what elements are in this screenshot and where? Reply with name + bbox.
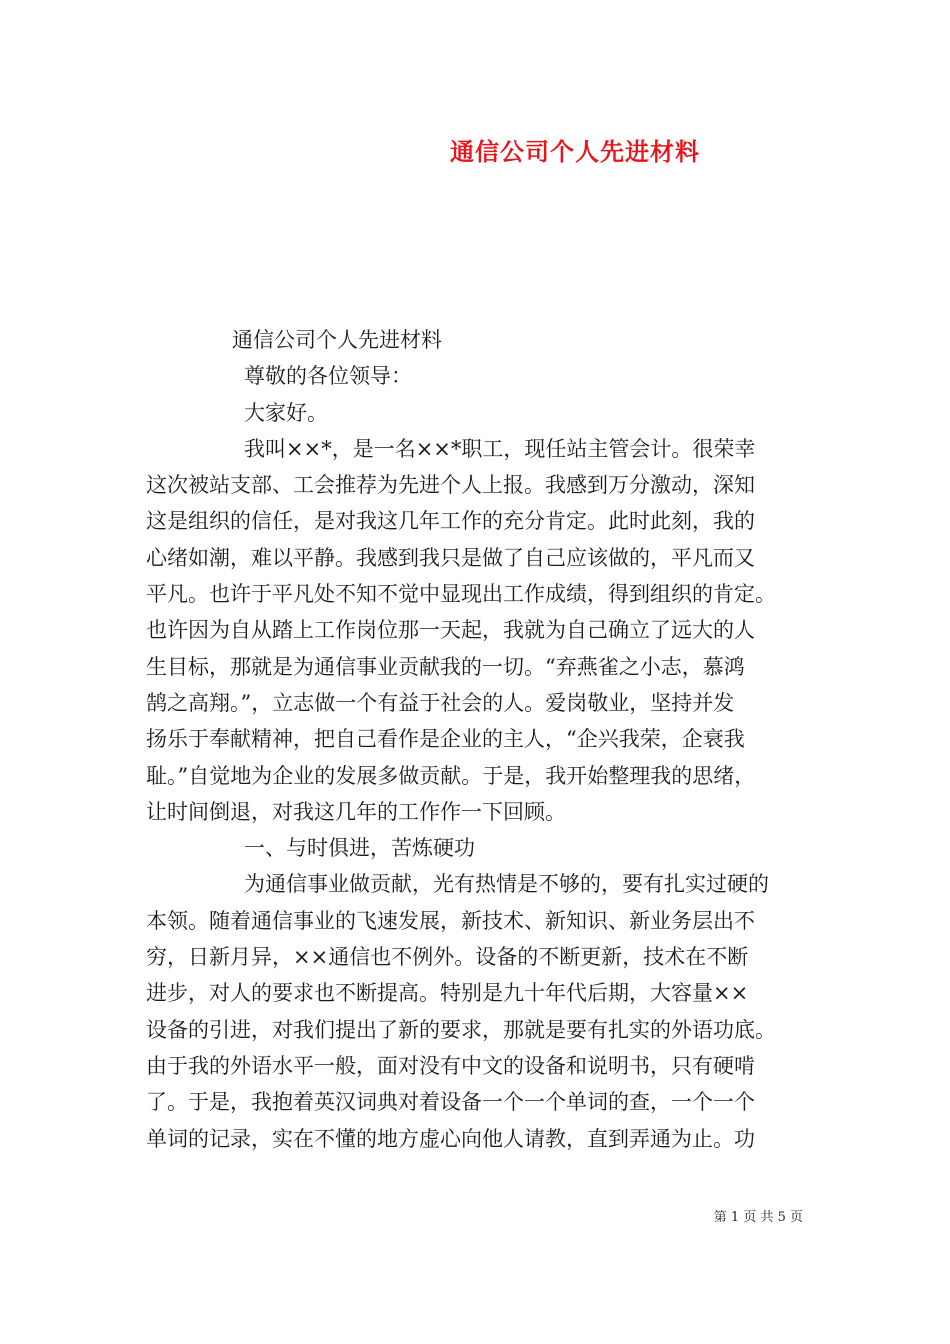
text-line: 我叫××*，是一名××*职工，现任站主管会计。很荣幸: [244, 436, 756, 461]
text-line: 也许因为自从踏上工作岗位那一天起，我就为自己确立了远大的人: [146, 618, 755, 643]
text-line: 本领。随着通信事业的飞速发展，新技术、新知识、新业务层出不: [146, 908, 755, 933]
text-line: 让时间倒退，对我这几年的工作作一下回顾。: [146, 799, 566, 824]
text-line: 由于我的外语水平一般，面对没有中文的设备和说明书，只有硬啃: [146, 1053, 755, 1078]
document-title: 通信公司个人先进材料: [450, 137, 700, 166]
section-heading: 一、与时俱进，苦炼硬功: [244, 836, 475, 861]
page-number: 第 1 页 共 5 页: [713, 1210, 803, 1225]
text-line: 这是组织的信任，是对我这几年工作的充分肯定。此时此刻，我的: [146, 509, 755, 534]
text-line: 生目标，那就是为通信事业贡献我的一切。“弃燕雀之小志，慕鸿: [146, 654, 745, 679]
document-body: [146, 322, 816, 1157]
salutation: 尊敬的各位领导：: [244, 364, 412, 389]
text-line: 穷，日新月异，××通信也不例外。设备的不断更新，技术在不断: [146, 945, 749, 970]
text-line: 扬乐于奉献精神，把自己看作是企业的主人，“企兴我荣，企衰我: [146, 727, 745, 752]
text-line: 心绪如潮，难以平静。我感到我只是做了自己应该做的，平凡而又: [146, 545, 755, 570]
text-line: 鹄之高翔。”，立志做一个有益于社会的人。爱岗敬业，坚持并发: [146, 690, 735, 715]
body-heading: 通信公司个人先进材料: [232, 328, 442, 352]
text-line: 设备的引进，对我们提出了新的要求，那就是要有扎实的外语功底。: [146, 1017, 776, 1042]
greeting: 大家好。: [244, 400, 328, 425]
text-line: 为通信事业做贡献，光有热情是不够的，要有扎实过硬的: [244, 872, 769, 897]
text-line: 这次被站支部、工会推荐为先进个人上报。我感到万分激动，深知: [146, 473, 755, 498]
text-line: 单词的记录，实在不懂的地方虚心向他人请教，直到弄通为止。功: [146, 1126, 755, 1151]
text-line: 了。于是，我抱着英汉词典对着设备一个一个单词的查，一个一个: [146, 1090, 755, 1115]
text-line: 耻。”自觉地为企业的发展多做贡献。于是，我开始整理我的思绪，: [146, 763, 756, 788]
text-line: 平凡。也许于平凡处不知不觉中显现出工作成绩，得到组织的肯定。: [146, 582, 776, 607]
text-line: 进步，对人的要求也不断提高。特别是九十年代后期，大容量××: [146, 981, 749, 1006]
intro-paragraph: [146, 431, 816, 830]
section-paragraph: [146, 866, 816, 1156]
